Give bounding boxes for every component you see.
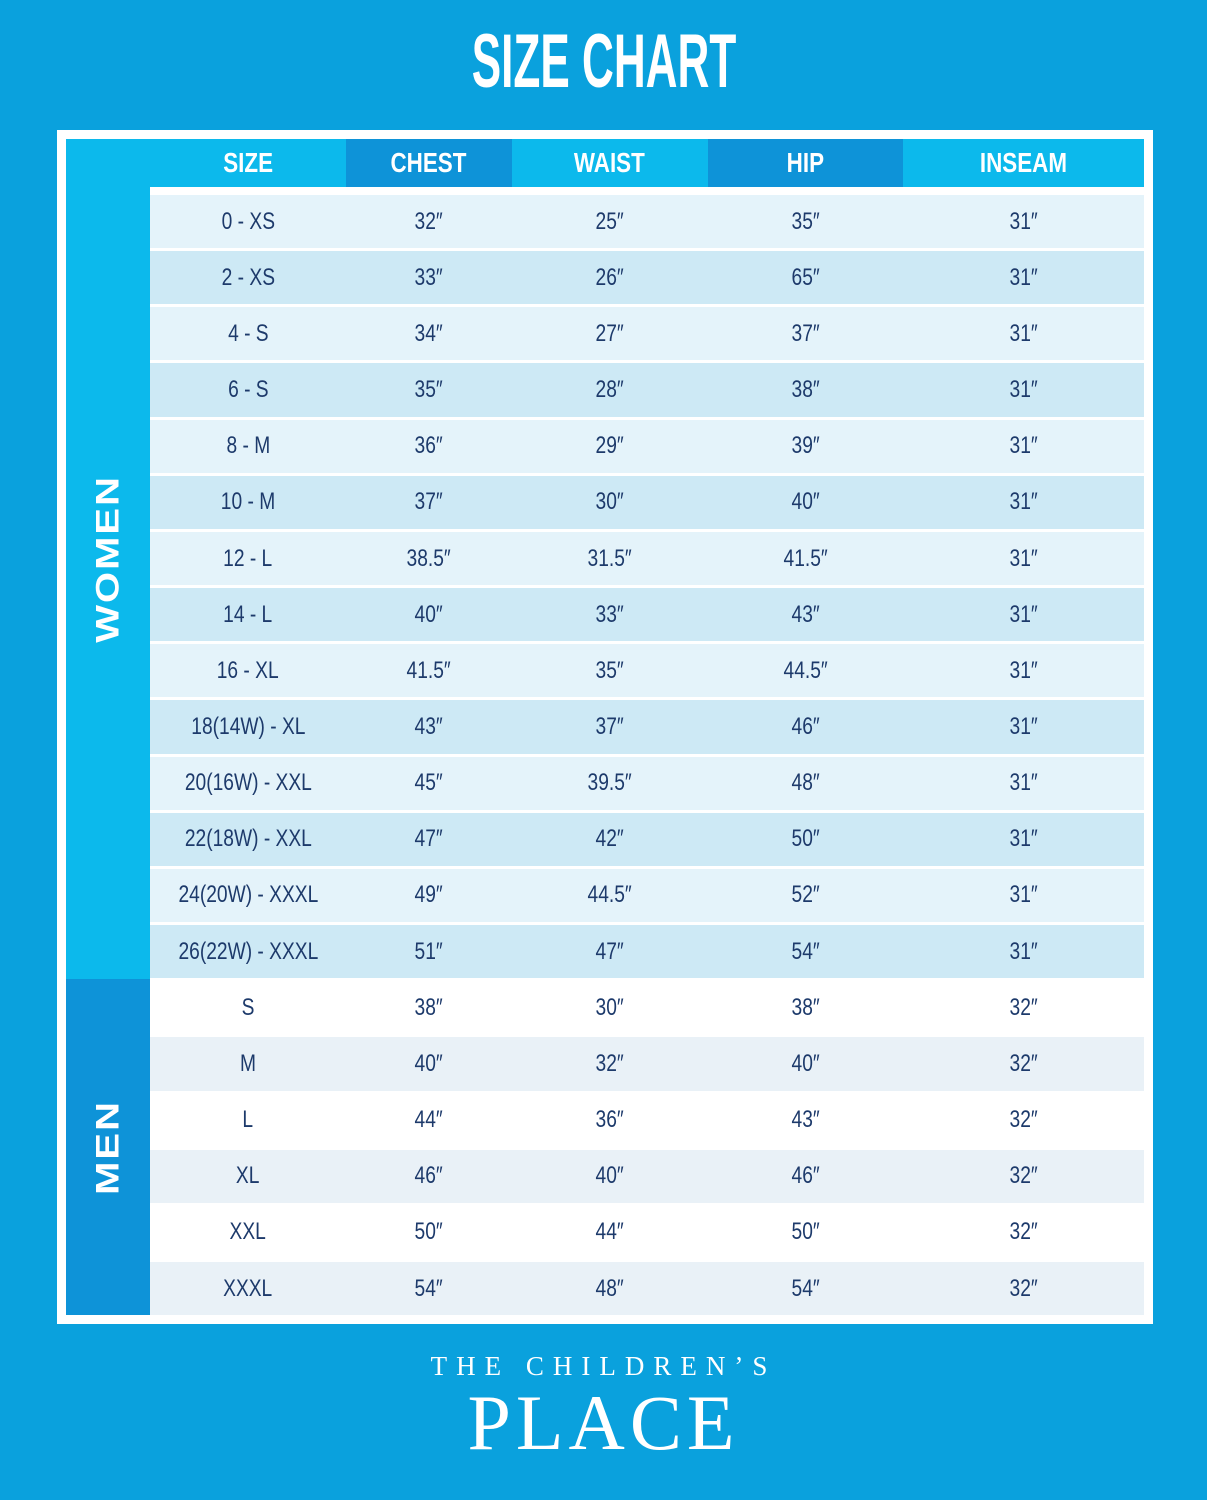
cell-value: 40″ <box>414 1049 443 1077</box>
hip-cell <box>708 869 904 922</box>
cell-value: 46″ <box>791 1162 820 1190</box>
size-cell <box>150 476 346 529</box>
hip-cell <box>708 588 904 641</box>
cell-value: 35″ <box>595 656 624 684</box>
cell-value: 44.5″ <box>587 881 632 909</box>
cell-value: 31″ <box>1009 825 1038 853</box>
cell-value: M <box>239 1049 256 1077</box>
cell-value: 31″ <box>1009 544 1038 572</box>
hip-cell <box>708 1262 904 1315</box>
section-band-men <box>66 979 150 1315</box>
table-row <box>150 810 1144 866</box>
chest-cell <box>346 1037 512 1090</box>
hip-cell <box>708 925 904 978</box>
cell-value: 33″ <box>414 263 443 291</box>
chest-cell <box>346 307 512 360</box>
cell-value: 38″ <box>791 993 820 1021</box>
waist-cell <box>512 925 708 978</box>
cell-value: 31″ <box>1009 432 1038 460</box>
inseam-cell <box>903 363 1144 416</box>
cell-value: 40″ <box>791 1049 820 1077</box>
size-cell <box>150 1206 346 1259</box>
cell-value: 25″ <box>595 207 624 235</box>
waist-cell <box>512 532 708 585</box>
size-cell <box>150 588 346 641</box>
cell-value: 2 - XS <box>221 263 275 291</box>
inseam-cell <box>903 476 1144 529</box>
hip-cell <box>708 1094 904 1147</box>
column-header-chest-label: CHEST <box>390 147 467 178</box>
table-row <box>150 1147 1144 1203</box>
hip-cell <box>708 307 904 360</box>
size-chart-table <box>57 130 1153 1324</box>
chest-cell <box>346 1262 512 1315</box>
hip-cell <box>708 1150 904 1203</box>
cell-value: 22(18W) - XXL <box>184 825 312 853</box>
cell-value: 31″ <box>1009 488 1038 516</box>
cell-value: 31″ <box>1009 769 1038 797</box>
page-title-text: SIZE CHART <box>471 19 736 104</box>
column-header-chest <box>346 139 512 187</box>
cell-value: 38″ <box>791 376 820 404</box>
size-cell <box>150 363 346 416</box>
column-header-inseam <box>903 139 1144 187</box>
table-row <box>150 641 1144 697</box>
cell-value: 31″ <box>1009 207 1038 235</box>
size-cell <box>150 1094 346 1147</box>
section-label-men: MEN <box>89 1099 126 1195</box>
inseam-cell <box>903 251 1144 304</box>
cell-value: 39.5″ <box>587 769 632 797</box>
waist-cell <box>512 1094 708 1147</box>
table-row <box>150 754 1144 810</box>
chest-cell <box>346 476 512 529</box>
cell-value: 35″ <box>414 376 443 404</box>
waist-cell <box>512 1262 708 1315</box>
cell-value: 37″ <box>414 488 443 516</box>
brand-logo-line1: THE CHILDREN’S <box>430 1351 777 1381</box>
column-header-inseam-label: INSEAM <box>980 147 1068 178</box>
column-header-hip-label: HIP <box>786 147 825 178</box>
chest-cell <box>346 1150 512 1203</box>
cell-value: 26″ <box>595 263 624 291</box>
cell-value: 41.5″ <box>783 544 828 572</box>
size-cell <box>150 757 346 810</box>
inseam-cell <box>903 532 1144 585</box>
cell-value: 44.5″ <box>783 656 828 684</box>
section-label-women: WOMEN <box>89 475 126 643</box>
cell-value: 47″ <box>414 825 443 853</box>
hip-cell <box>708 813 904 866</box>
cell-value: 14 - L <box>223 600 273 628</box>
cell-value: 31″ <box>1009 376 1038 404</box>
waist-cell <box>512 1206 708 1259</box>
column-header-size-label: SIZE <box>223 147 273 178</box>
waist-cell <box>512 869 708 922</box>
cell-value: 50″ <box>414 1218 443 1246</box>
inseam-cell <box>903 1094 1144 1147</box>
table-row <box>150 697 1144 753</box>
hip-cell <box>708 363 904 416</box>
table-row <box>150 1259 1144 1315</box>
hip-cell <box>708 251 904 304</box>
chest-cell <box>346 700 512 753</box>
size-cell <box>150 813 346 866</box>
cell-value: 38″ <box>414 993 443 1021</box>
waist-cell <box>512 757 708 810</box>
cell-value: 31″ <box>1009 600 1038 628</box>
cell-value: 32″ <box>414 207 443 235</box>
cell-value: 50″ <box>791 825 820 853</box>
page-title <box>0 19 1207 104</box>
cell-value: S <box>241 993 255 1021</box>
cell-value: 43″ <box>414 712 443 740</box>
waist-cell <box>512 307 708 360</box>
inseam-cell <box>903 869 1144 922</box>
cell-value: 32″ <box>1009 1049 1038 1077</box>
column-header-waist-label: WAIST <box>574 147 646 178</box>
waist-cell <box>512 588 708 641</box>
cell-value: 31″ <box>1009 656 1038 684</box>
cell-value: 31″ <box>1009 263 1038 291</box>
chest-cell <box>346 757 512 810</box>
size-cell <box>150 532 346 585</box>
cell-value: 51″ <box>414 937 443 965</box>
inseam-cell <box>903 420 1144 473</box>
cell-value: 18(14W) - XL <box>190 712 305 740</box>
inseam-cell <box>903 813 1144 866</box>
cell-value: 29″ <box>595 432 624 460</box>
inseam-cell <box>903 644 1144 697</box>
cell-value: 8 - M <box>226 432 270 460</box>
cell-value: XXXL <box>223 1274 273 1302</box>
chest-cell <box>346 813 512 866</box>
hip-cell <box>708 700 904 753</box>
inseam-cell <box>903 1206 1144 1259</box>
chest-cell <box>346 363 512 416</box>
cell-value: 43″ <box>791 600 820 628</box>
cell-value: 16 - XL <box>216 656 279 684</box>
cell-value: 35″ <box>791 207 820 235</box>
cell-value: 54″ <box>414 1274 443 1302</box>
waist-cell <box>512 981 708 1034</box>
cell-value: 49″ <box>414 881 443 909</box>
table-row <box>150 585 1144 641</box>
cell-value: 31″ <box>1009 937 1038 965</box>
hip-cell <box>708 644 904 697</box>
cell-value: 37″ <box>595 712 624 740</box>
chest-cell <box>346 869 512 922</box>
cell-value: 46″ <box>414 1162 443 1190</box>
table-row <box>150 922 1144 978</box>
cell-value: 45″ <box>414 769 443 797</box>
chest-cell <box>346 251 512 304</box>
hip-cell <box>708 420 904 473</box>
table-row <box>150 360 1144 416</box>
size-chart-table-inner <box>66 139 1144 1315</box>
cell-value: 34″ <box>414 319 443 347</box>
cell-value: 42″ <box>595 825 624 853</box>
size-cell <box>150 981 346 1034</box>
hip-cell <box>708 1206 904 1259</box>
waist-cell <box>512 195 708 248</box>
waist-cell <box>512 644 708 697</box>
cell-value: 27″ <box>595 319 624 347</box>
table-row <box>150 195 1144 248</box>
cell-value: 6 - S <box>227 376 269 404</box>
cell-value: 44″ <box>414 1106 443 1134</box>
waist-cell <box>512 700 708 753</box>
cell-value: 31″ <box>1009 712 1038 740</box>
cell-value: XXL <box>229 1218 267 1246</box>
cell-value: 48″ <box>595 1274 624 1302</box>
cell-value: 30″ <box>595 488 624 516</box>
column-header-waist <box>512 139 708 187</box>
cell-value: 48″ <box>791 769 820 797</box>
size-cell <box>150 195 346 248</box>
inseam-cell <box>903 588 1144 641</box>
size-cell <box>150 1037 346 1090</box>
cell-value: 43″ <box>791 1106 820 1134</box>
inseam-cell <box>903 925 1144 978</box>
cell-value: 32″ <box>1009 1218 1038 1246</box>
waist-cell <box>512 251 708 304</box>
hip-cell <box>708 1037 904 1090</box>
table-rows <box>150 195 1144 1315</box>
cell-value: 52″ <box>791 881 820 909</box>
column-header-hip <box>708 139 904 187</box>
cell-value: 32″ <box>1009 1162 1038 1190</box>
hip-cell <box>708 532 904 585</box>
brand-logo <box>0 1351 1207 1466</box>
cell-value: 32″ <box>1009 993 1038 1021</box>
cell-value: 47″ <box>595 937 624 965</box>
chest-cell <box>346 981 512 1034</box>
inseam-cell <box>903 981 1144 1034</box>
size-cell <box>150 869 346 922</box>
cell-value: 26(22W) - XXXL <box>178 937 318 965</box>
chest-cell <box>346 532 512 585</box>
waist-cell <box>512 420 708 473</box>
cell-value: 31″ <box>1009 881 1038 909</box>
hip-cell <box>708 981 904 1034</box>
inseam-cell <box>903 1150 1144 1203</box>
cell-value: 0 - XS <box>221 207 275 235</box>
cell-value: 40″ <box>791 488 820 516</box>
table-row <box>150 1203 1144 1259</box>
brand-logo-line2: PLACE <box>467 1378 740 1466</box>
cell-value: 40″ <box>414 600 443 628</box>
cell-value: 32″ <box>1009 1274 1038 1302</box>
cell-value: 65″ <box>791 263 820 291</box>
chest-cell <box>346 195 512 248</box>
table-row <box>150 1034 1144 1090</box>
cell-value: L <box>242 1106 254 1134</box>
table-row <box>150 529 1144 585</box>
inseam-cell <box>903 307 1144 360</box>
cell-value: 40″ <box>595 1162 624 1190</box>
waist-cell <box>512 1150 708 1203</box>
size-cell <box>150 1150 346 1203</box>
cell-value: 10 - M <box>220 488 276 516</box>
inseam-cell <box>903 1262 1144 1315</box>
waist-cell <box>512 813 708 866</box>
cell-value: 44″ <box>595 1218 624 1246</box>
cell-value: 54″ <box>791 1274 820 1302</box>
chest-cell <box>346 1206 512 1259</box>
cell-value: 36″ <box>414 432 443 460</box>
table-row <box>150 473 1144 529</box>
waist-cell <box>512 1037 708 1090</box>
inseam-cell <box>903 195 1144 248</box>
table-row <box>150 248 1144 304</box>
table-row <box>150 417 1144 473</box>
chest-cell <box>346 420 512 473</box>
cell-value: 41.5″ <box>406 656 451 684</box>
cell-value: 54″ <box>791 937 820 965</box>
cell-value: 12 - L <box>223 544 273 572</box>
cell-value: 31.5″ <box>587 544 632 572</box>
cell-value: 50″ <box>791 1218 820 1246</box>
waist-cell <box>512 363 708 416</box>
table-row <box>150 1091 1144 1147</box>
chest-cell <box>346 925 512 978</box>
cell-value: 32″ <box>1009 1106 1038 1134</box>
cell-value: XL <box>236 1162 260 1190</box>
cell-value: 32″ <box>595 1049 624 1077</box>
size-cell <box>150 644 346 697</box>
size-cell <box>150 925 346 978</box>
hip-cell <box>708 757 904 810</box>
size-cell <box>150 420 346 473</box>
hip-cell <box>708 476 904 529</box>
size-cell <box>150 700 346 753</box>
cell-value: 4 - S <box>227 319 269 347</box>
cell-value: 37″ <box>791 319 820 347</box>
inseam-cell <box>903 1037 1144 1090</box>
table-row <box>150 978 1144 1034</box>
cell-value: 28″ <box>595 376 624 404</box>
table-row <box>150 304 1144 360</box>
table-row <box>150 866 1144 922</box>
cell-value: 36″ <box>595 1106 624 1134</box>
cell-value: 20(16W) - XXL <box>184 769 312 797</box>
table-header-row <box>150 139 1144 187</box>
cell-value: 24(20W) - XXXL <box>178 881 318 909</box>
hip-cell <box>708 195 904 248</box>
cell-value: 38.5″ <box>406 544 451 572</box>
size-cell <box>150 307 346 360</box>
chest-cell <box>346 644 512 697</box>
section-band-women <box>66 139 150 979</box>
cell-value: 31″ <box>1009 319 1038 347</box>
chest-cell <box>346 1094 512 1147</box>
cell-value: 39″ <box>791 432 820 460</box>
cell-value: 30″ <box>595 993 624 1021</box>
waist-cell <box>512 476 708 529</box>
inseam-cell <box>903 700 1144 753</box>
cell-value: 33″ <box>595 600 624 628</box>
column-header-size <box>150 139 346 187</box>
size-cell <box>150 1262 346 1315</box>
size-cell <box>150 251 346 304</box>
inseam-cell <box>903 757 1144 810</box>
cell-value: 46″ <box>791 712 820 740</box>
chest-cell <box>346 588 512 641</box>
